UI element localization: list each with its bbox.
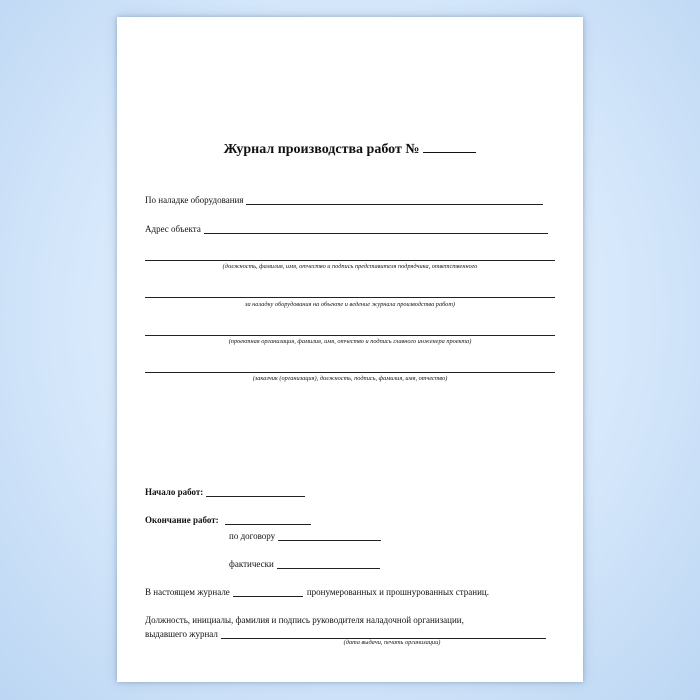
actual-field	[229, 559, 380, 569]
end-line	[225, 523, 311, 525]
contractor-line-2	[145, 297, 555, 298]
document-title	[117, 141, 583, 158]
pages-field	[145, 587, 489, 597]
start-label: Начало работ:	[145, 487, 204, 497]
design-org-caption: (проектная организация, фамилия, имя, отчество и подпись главного инженера проекта)	[228, 338, 472, 345]
start-line	[206, 495, 305, 497]
customer-caption: (заказчик (организация), должность, подпись, фамилия, имя, отчество)	[252, 375, 448, 382]
by-contract-label: по договору	[229, 531, 276, 541]
contractor-line	[145, 260, 555, 261]
journal-number-line	[423, 141, 476, 153]
signature-field	[145, 629, 546, 639]
contractor-caption-1: (должность, фамилия, имя, отчество и подпись представителя подрядчика, ответственного	[222, 263, 478, 270]
issue-date-caption: (дата выдачи, печать организации)	[343, 639, 441, 646]
document-page	[117, 17, 583, 682]
address-label: Адрес объекта	[145, 224, 201, 234]
title-text: Журнал производства работ №	[223, 142, 420, 157]
by-contract-line	[278, 539, 381, 541]
customer-line	[145, 372, 555, 373]
end-label: Окончание работ:	[145, 515, 219, 525]
signature-line1: Должность, инициалы, фамилия и подпись руководителя наладочной организации,	[145, 615, 464, 625]
signature-text-1	[145, 615, 464, 625]
end-field	[145, 515, 311, 525]
actual-label: фактически	[229, 559, 274, 569]
contractor-caption-2: за наладку оборудования на объекте и ведение журнала производства работ)	[245, 301, 455, 308]
by-contract-field	[229, 531, 381, 541]
setup-line	[246, 203, 543, 205]
start-field	[145, 487, 305, 497]
signature-line2: выдавшего журнал	[145, 629, 218, 639]
setup-label: По наладке оборудования	[145, 195, 244, 205]
address-field	[145, 224, 548, 234]
setup-field	[145, 195, 543, 205]
address-line	[204, 232, 548, 234]
pages-suffix: пронумерованных и прошнурованных страниц.	[306, 587, 489, 597]
design-org-line	[145, 335, 555, 336]
actual-line	[277, 567, 380, 569]
pages-count-line	[233, 595, 303, 597]
pages-prefix: В настоящем журнале	[145, 587, 230, 597]
